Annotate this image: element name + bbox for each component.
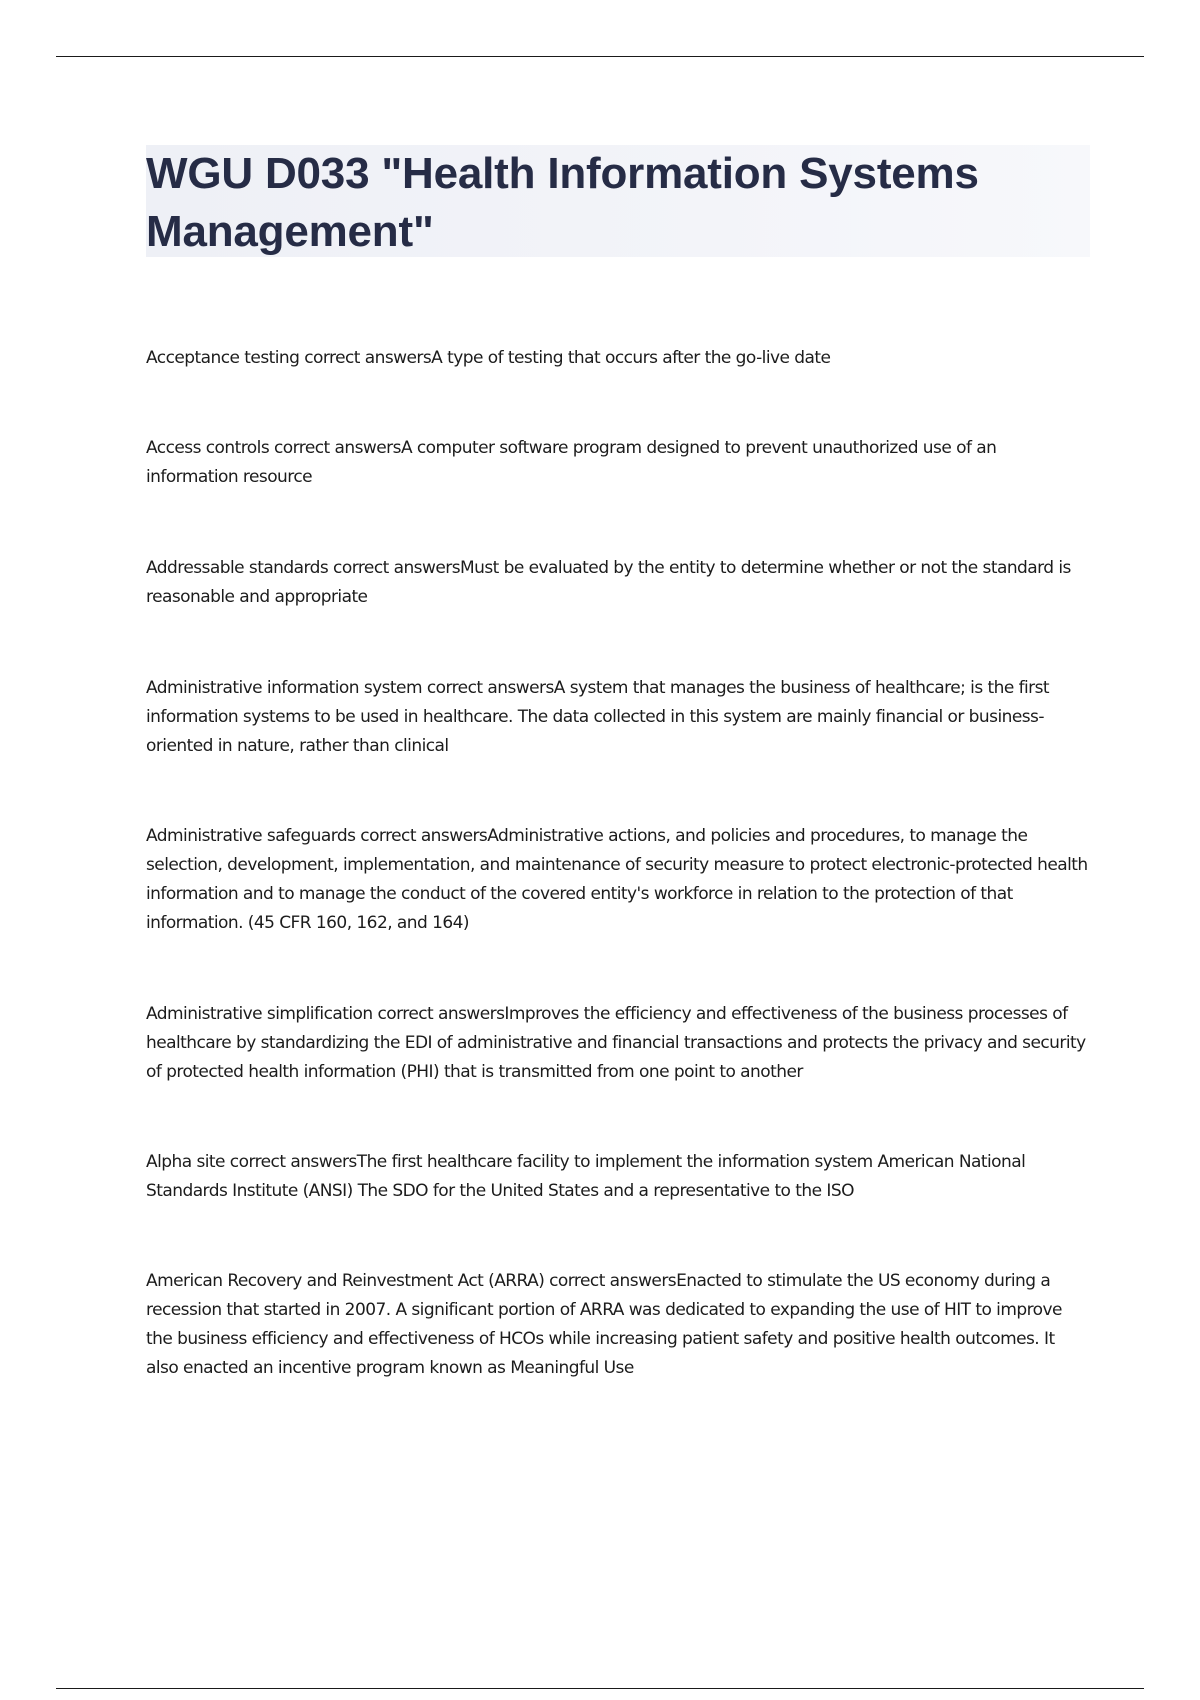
entry-definition: Improves the efficiency and effectiveness of the business processes of healthcare by standardizing the EDI of administrative and financial transactions and protects the privacy and security of protected health information (PHI) that is transmitted from one point to another xyxy=(146,1004,1086,1082)
entry-access-controls xyxy=(146,434,1090,492)
entry-definition: Enacted to stimulate the US economy during a recession that started in 2007. A significant portion of ARRA was dedicated to expanding the use of HIT to improve the business efficiency and effectiveness of HCOs while increasing patient safety and positive health outcomes. It also enacted an incentive program known as Meaningful Use xyxy=(146,1271,1062,1378)
entry-arra xyxy=(146,1267,1090,1383)
entry-term: Administrative information system correct answers xyxy=(146,678,554,698)
entry-definition: Must be evaluated by the entity to determine whether or not the standard is reasonable and appropriate xyxy=(146,558,1071,607)
entry-definition: A computer software program designed to prevent unauthorized use of an information resource xyxy=(146,438,997,487)
entry-term: Addressable standards correct answers xyxy=(146,558,460,578)
entry-term: Access controls correct answers xyxy=(146,438,401,458)
document-title: WGU D033 "Health Information Systems Management" xyxy=(146,149,979,256)
entry-acceptance-testing xyxy=(146,344,1090,373)
entry-term: Administrative safeguards correct answers xyxy=(146,826,488,846)
entry-term: Administrative simplification correct answers xyxy=(146,1004,505,1024)
entry-definition: A system that manages the business of healthcare; is the first information systems to be used in healthcare. The data collected in this system are mainly financial or business-oriented in nature, rather than clinical xyxy=(146,678,1050,756)
entry-administrative-information-system xyxy=(146,674,1090,761)
entry-term: Acceptance testing correct answers xyxy=(146,348,432,368)
bottom-rule xyxy=(56,1688,1144,1689)
flashcard-list xyxy=(146,344,1090,1383)
entry-term: American Recovery and Reinvestment Act (ARRA) correct answers xyxy=(146,1271,677,1291)
entry-definition: Administrative actions, and policies and procedures, to manage the selection, development, implementation, and maintenance of security measure to protect electronic-protected health information and to manage the conduct of the covered entity's workforce in relation to the protection of that information. (45 CFR 160, 162, and 164) xyxy=(146,826,1088,933)
entry-term: Alpha site correct answers xyxy=(146,1152,357,1172)
entry-administrative-safeguards xyxy=(146,822,1090,938)
entry-alpha-site xyxy=(146,1148,1090,1206)
entry-definition: The first healthcare facility to implement the information system American National Standards Institute (ANSI) The SDO for the United States and a representative to the ISO xyxy=(146,1152,1026,1201)
entry-definition: A type of testing that occurs after the go-live date xyxy=(431,348,831,368)
entry-administrative-simplification xyxy=(146,1000,1090,1087)
entry-addressable-standards xyxy=(146,554,1090,612)
top-rule xyxy=(56,56,1144,57)
